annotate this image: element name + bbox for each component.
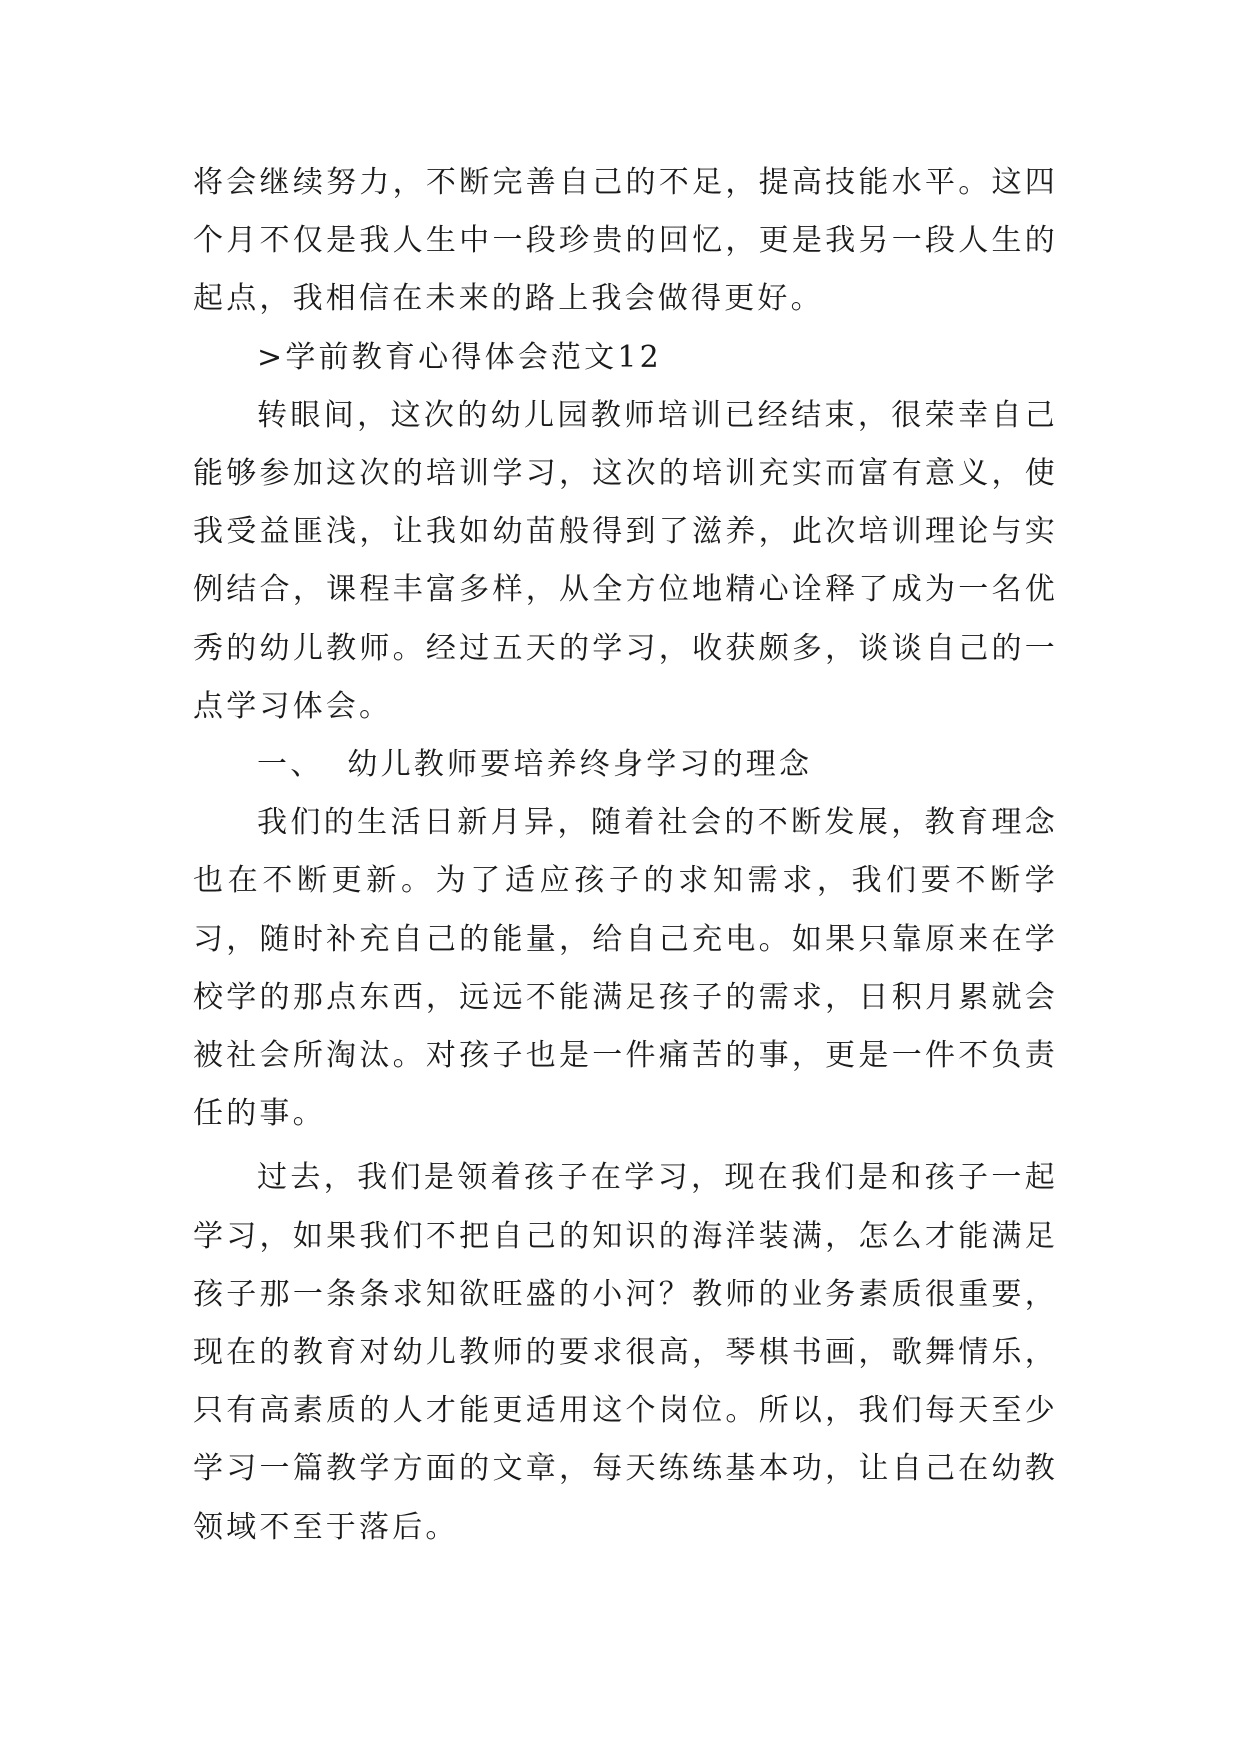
subsection-title: 幼儿教师要培养终身学习的理念 [347,747,813,783]
subsection-number: 一、 [257,747,324,783]
paragraph-continuation: 将会继续努力，不断完善自己的不足，提高技能水平。这四个月不仅是我人生中一段珍贵的回忆，更是我另一段人生的起点，我相信在未来的路上我会做得更好。 [193,165,1058,317]
section-heading: >学前教育心得体会范文12 [257,339,662,375]
paragraph-body: 过去，我们是领着孩子在学习，现在我们是和孩子一起学习，如果我们不把自己的知识的海洋装满，怎么才能满足孩子那一条条求知欲旺盛的小河？教师的业务素质很重要，现在的教育对幼儿教师的要求很高，琴棋书画，歌舞情乐，只有高素质的人才能更适用这个岗位。所以，我们每天至少学习一篇教学方面的文章，每天练练基本功，让自己在幼教领域不至于落后。 [193,1160,1058,1545]
document-body [193,154,1058,1557]
subsection-heading [193,736,1058,794]
paragraph-intro: 转眼间，这次的幼儿园教师培训已经结束，很荣幸自己能够参加这次的培训学习，这次的培训充实而富有意义，使我受益匪浅，让我如幼苗般得到了滋养，此次培训理论与实例结合，课程丰富多样，从全方位地精心诠释了成为一名优秀的幼儿教师。经过五天的学习，收获颇多，谈谈自己的一点学习体会。 [193,397,1058,724]
paragraph-body: 我们的生活日新月异，随着社会的不断发展，教育理念也在不断更新。为了适应孩子的求知需求，我们要不断学习，随时补充自己的能量，给自己充电。如果只靠原来在学校学的那点东西，远远不能满足孩子的需求，日积月累就会被社会所淘汰。对孩子也是一件痛苦的事，更是一件不负责任的事。 [193,805,1058,1132]
